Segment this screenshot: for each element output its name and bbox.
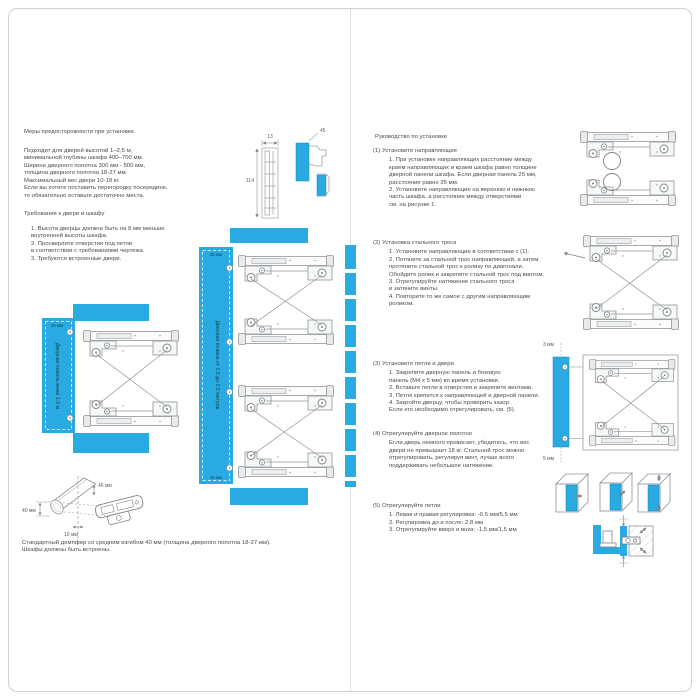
text-line: внутренней высоты шкафа. bbox=[31, 233, 108, 240]
text-line: дверной панели шкафа. Если дверная панель 25 мм, bbox=[389, 172, 537, 179]
text-line: Стандартный демпфер со средним изгибом 40 мм (толщина дверного полотна 18-27 мм). bbox=[22, 540, 271, 546]
damper-diagram bbox=[20, 470, 185, 555]
text-line: 4. Закройте дверцу, чтобы проверить зазор. bbox=[389, 400, 511, 407]
fig2-cable-routing bbox=[560, 228, 696, 334]
text-line: Меры предосторожности при установке. bbox=[24, 129, 136, 135]
step-2 bbox=[373, 240, 544, 309]
fig4-cabinets bbox=[548, 468, 698, 592]
pull-cable-arrow bbox=[564, 253, 585, 258]
text-line: отрегулировать, регулируя винт, лучше всего bbox=[389, 455, 514, 462]
text-line: толщина дверного полотна 18-27 мм. bbox=[24, 170, 128, 177]
text-line: 2. Просверлите отверстия под петли bbox=[31, 240, 133, 247]
cross-cables bbox=[251, 275, 322, 326]
text-line: Подходит для дверей высотой 1–2,5 м, bbox=[24, 148, 133, 154]
damper-dim-40: 40 мм bbox=[22, 508, 36, 514]
detail-circle bbox=[604, 153, 621, 170]
text-line: роликом. bbox=[389, 301, 414, 308]
hinge-detail-side bbox=[619, 515, 653, 567]
door-profile-diagram bbox=[240, 122, 355, 232]
precautions-title bbox=[24, 129, 136, 136]
cross-cables bbox=[251, 405, 322, 458]
door-panel-label: Дверная панель ниже 1,5 м bbox=[54, 342, 60, 410]
guide-title bbox=[375, 134, 447, 141]
text-line: Максимальный вес двери 10-18 кг. bbox=[24, 177, 120, 184]
step-heading: (4) Отрегулируйте дверное полотно bbox=[373, 431, 473, 437]
hinge-arm bbox=[94, 494, 146, 527]
text-line: 2. Вставьте петли в отверстия и закрепите винтами. bbox=[389, 385, 533, 392]
profile-section-a bbox=[257, 140, 278, 218]
cabinet-left-right bbox=[556, 474, 588, 512]
text-line: поддерживать небольшое натяжение. bbox=[389, 462, 494, 469]
text-line: Если вы хотите поставить перегородку посередине, bbox=[24, 185, 168, 192]
requirements-list bbox=[31, 226, 165, 263]
step-lines bbox=[373, 157, 537, 209]
text-line: протяните стальной трос к ролику по диагонали. bbox=[389, 264, 524, 271]
step-1 bbox=[373, 148, 537, 209]
step-lines bbox=[373, 440, 529, 470]
fig3-door-assembly bbox=[540, 338, 692, 468]
step-4 bbox=[373, 431, 529, 470]
step-heading: (2) Установка стального троса bbox=[373, 240, 457, 246]
cross-cables bbox=[596, 255, 667, 310]
damper-dim-10: 10 мм bbox=[64, 532, 78, 538]
step-heading: (3) Установите петли и двери bbox=[373, 361, 454, 367]
top-rail-bar bbox=[230, 228, 308, 243]
gap-top-dim: 3 мм bbox=[543, 342, 555, 348]
step-lines bbox=[373, 370, 539, 414]
offset-label: 45 мм bbox=[51, 323, 63, 328]
cross-cables bbox=[96, 350, 167, 407]
text-line: 2. Установите направляющие на верхнюю и нижнюю bbox=[389, 187, 535, 194]
cross-cables bbox=[601, 377, 664, 429]
offset-bottom-label: 45 мм bbox=[210, 475, 222, 480]
text-line: 1. Высота дверцы должна быть на 8 мм меньше bbox=[31, 226, 165, 232]
text-line: расстояние равно 25 мм. bbox=[389, 179, 459, 186]
fig1-rails bbox=[566, 118, 696, 218]
profile-depth-dim: 45 bbox=[320, 128, 326, 134]
gap-bottom-dim: 5 мм bbox=[543, 456, 555, 462]
rail-mechanism-lower bbox=[239, 386, 334, 478]
step-heading: (5) Отрегулируйте петли bbox=[373, 503, 441, 509]
bottom-rail-bar bbox=[73, 433, 149, 453]
step-5 bbox=[373, 503, 518, 535]
rail-mechanism bbox=[84, 331, 179, 427]
step-3 bbox=[373, 361, 539, 415]
step-lines bbox=[373, 249, 544, 308]
text-line: 2. Регулировка до и после: 2,8 мм bbox=[389, 519, 484, 526]
rail-mechanism-upper bbox=[239, 256, 334, 345]
text-line: см. на рисунке 1. bbox=[389, 201, 437, 208]
text-line: Шкафы должны быть встроены. bbox=[22, 547, 111, 554]
text-line: Обойдите ролик и закрепите стальной трос под винтом. bbox=[389, 271, 545, 278]
tall-door-diagram bbox=[190, 220, 362, 512]
text-line: двери не превышает 18 кг. Стальной трос можно bbox=[389, 447, 525, 454]
text-line: 1. При установке направляющих расстояние между bbox=[389, 157, 532, 164]
text-line: краем направляющих и краем шкафа равно толщине bbox=[389, 164, 537, 171]
text-line: то обязательно оставьте достаточно места. bbox=[24, 192, 145, 199]
text-line: 1. Установите направляющие в соответствии с (1). bbox=[389, 249, 530, 256]
text-line: 2. Потяните за стальной трос направляющей, а затем bbox=[389, 256, 539, 263]
text-line: Требования к двери и шкафу bbox=[24, 211, 105, 217]
text-line: 4. Повторите то же самое с другим направляющим bbox=[389, 293, 531, 300]
cabinet-side-strip bbox=[345, 245, 356, 487]
text-line: 3. Петля крепится к направляющей и дверной панели. bbox=[389, 392, 540, 399]
text-line: в соответствии с требованиями чертежа. bbox=[31, 248, 145, 255]
door-panel-bar-short bbox=[42, 318, 75, 433]
top-rail-bar bbox=[73, 304, 149, 321]
precautions-paragraph bbox=[24, 148, 168, 200]
text-line: минимальной глубины шкафа 400–700 мм. bbox=[24, 155, 144, 162]
text-line: 3. Требуются встроенные двери. bbox=[31, 255, 122, 262]
text-line: 1. Левая и правая регулировка: -0,5 мм/5,5 мм bbox=[389, 512, 518, 519]
text-line: часть шкафа, а расстояние между отверстиями bbox=[389, 194, 522, 201]
text-line: Руководство по установке bbox=[375, 134, 448, 140]
text-line: 1. Закрепите дверную панель и боковую bbox=[389, 370, 501, 377]
door-panel-bar-tall bbox=[199, 247, 233, 484]
text-line: Ширина дверного полотна 300 мм - 500 мм, bbox=[24, 162, 145, 169]
text-line: 3. Отрегулируйте натяжение стального троса bbox=[389, 279, 515, 286]
profile-height-dim: 114 bbox=[246, 178, 254, 184]
short-door-diagram bbox=[36, 296, 190, 460]
text-line: и затяните винты. bbox=[389, 286, 439, 293]
door-panel-label: Дверная планка от 1,5 до 2,5 метров bbox=[214, 320, 220, 410]
text-line: 3. Отрегулируйте вверх и вниз: -1,5 мм/1,5 мм bbox=[389, 527, 517, 534]
cabinet-up-down bbox=[638, 474, 670, 512]
bottom-rail-bar bbox=[230, 488, 308, 505]
damper-dim-46: 46 мм bbox=[98, 483, 112, 489]
offset-top-label: 45 мм bbox=[210, 252, 222, 257]
step-lines bbox=[373, 512, 518, 534]
hinge-detail-bottom bbox=[593, 525, 623, 554]
text-line: панель (М4 х 5 мм) во время установки. bbox=[389, 377, 500, 384]
profile-width-dim: 13 bbox=[267, 134, 273, 140]
requirements-title bbox=[24, 211, 104, 218]
cabinet-front-back bbox=[600, 473, 632, 511]
text-line: Если дверь немного провисает, убедитесь, что вес bbox=[389, 440, 530, 447]
step-heading: (1) Установите направляющие bbox=[373, 148, 458, 154]
text-line: Если его необходимо отрегулировать, см. (5). bbox=[389, 407, 516, 414]
door-panel bbox=[553, 357, 583, 447]
profile-section-b bbox=[296, 128, 329, 196]
